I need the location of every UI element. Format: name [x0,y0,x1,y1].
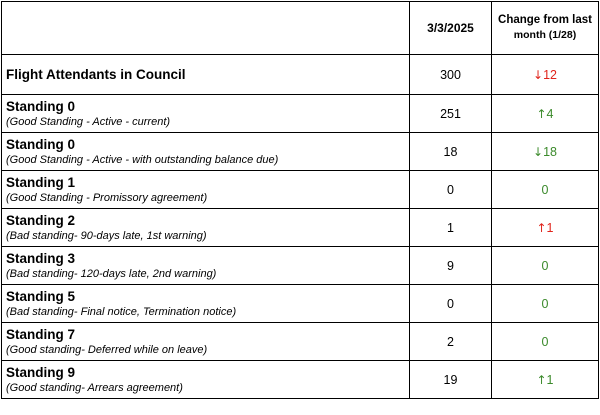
date-column-header: 3/3/2025 [410,2,492,55]
row-change-cell [492,285,599,323]
council-standing-table [1,1,599,399]
row-change-value: 0 [541,182,549,197]
row-change-cell [492,209,599,247]
table-row [2,247,599,285]
row-title: Standing 9 [6,364,76,380]
row-subtitle: (Good Standing - Promissory agreement) [6,191,208,204]
row-change-cell [492,55,599,95]
row-subtitle: (Good standing- Deferred while on leave) [6,343,208,356]
row-subtitle: (Good standing- Arrears agreement) [6,381,183,394]
row-title: Standing 0 [6,136,76,152]
row-value: 251 [410,95,492,133]
row-change-cell [492,95,599,133]
row-label-cell [2,95,410,133]
row-label-cell [2,171,410,209]
row-value: 2 [410,323,492,361]
row-change-cell [492,361,599,399]
change-column-header [492,2,599,55]
row-label-cell [2,361,410,399]
table-row [2,95,599,133]
table-row [2,171,599,209]
row-subtitle: (Bad standing- 90-days late, 1st warning) [6,229,207,242]
row-subtitle: (Good Standing - Active - with outstanding balance due) [6,153,279,166]
table-row [2,133,599,171]
row-title: Standing 5 [6,288,76,304]
arrow-up-icon: ↑ [536,372,547,387]
row-change-value: 0 [541,334,549,349]
row-subtitle: (Good Standing - Active - current) [6,115,171,128]
change-header-line1: Change from last [498,14,592,26]
row-change-cell [492,247,599,285]
row-change-value: 0 [541,258,549,273]
table-row [2,361,599,399]
table-row [2,285,599,323]
row-value: 0 [410,285,492,323]
row-change-value: 1 [546,372,554,387]
row-label-cell [2,209,410,247]
row-change-value: 18 [543,144,557,159]
row-value: 18 [410,133,492,171]
row-title: Flight Attendants in Council [6,66,186,82]
row-change-value: 1 [546,220,554,235]
row-title: Standing 7 [6,326,76,342]
row-value: 0 [410,171,492,209]
row-subtitle: (Bad standing- 120-days late, 2nd warning) [6,267,217,280]
arrow-up-icon: ↑ [536,220,547,235]
header-row [2,2,599,55]
row-value: 300 [410,55,492,95]
row-label-cell [2,133,410,171]
row-value: 19 [410,361,492,399]
table-row [2,209,599,247]
arrow-down-icon: ↓ [533,67,544,82]
row-label-cell [2,285,410,323]
row-label-cell [2,247,410,285]
row-subtitle: (Bad standing- Final notice, Termination notice) [6,305,237,318]
row-change-value: 0 [541,296,549,311]
row-change-cell [492,323,599,361]
arrow-down-icon: ↓ [533,144,544,159]
row-change-value: 4 [546,106,554,121]
table-row [2,55,599,95]
empty-header-cell [2,2,410,55]
change-header-line2: month (1/28) [513,29,577,41]
row-change-value: 12 [543,67,557,82]
row-label-cell [2,55,410,95]
row-title: Standing 3 [6,250,76,266]
table-row [2,323,599,361]
row-value: 1 [410,209,492,247]
row-title: Standing 1 [6,174,76,190]
row-change-cell [492,171,599,209]
row-change-cell [492,133,599,171]
row-title: Standing 2 [6,212,76,228]
arrow-up-icon: ↑ [536,106,547,121]
row-label-cell [2,323,410,361]
row-title: Standing 0 [6,98,76,114]
row-value: 9 [410,247,492,285]
